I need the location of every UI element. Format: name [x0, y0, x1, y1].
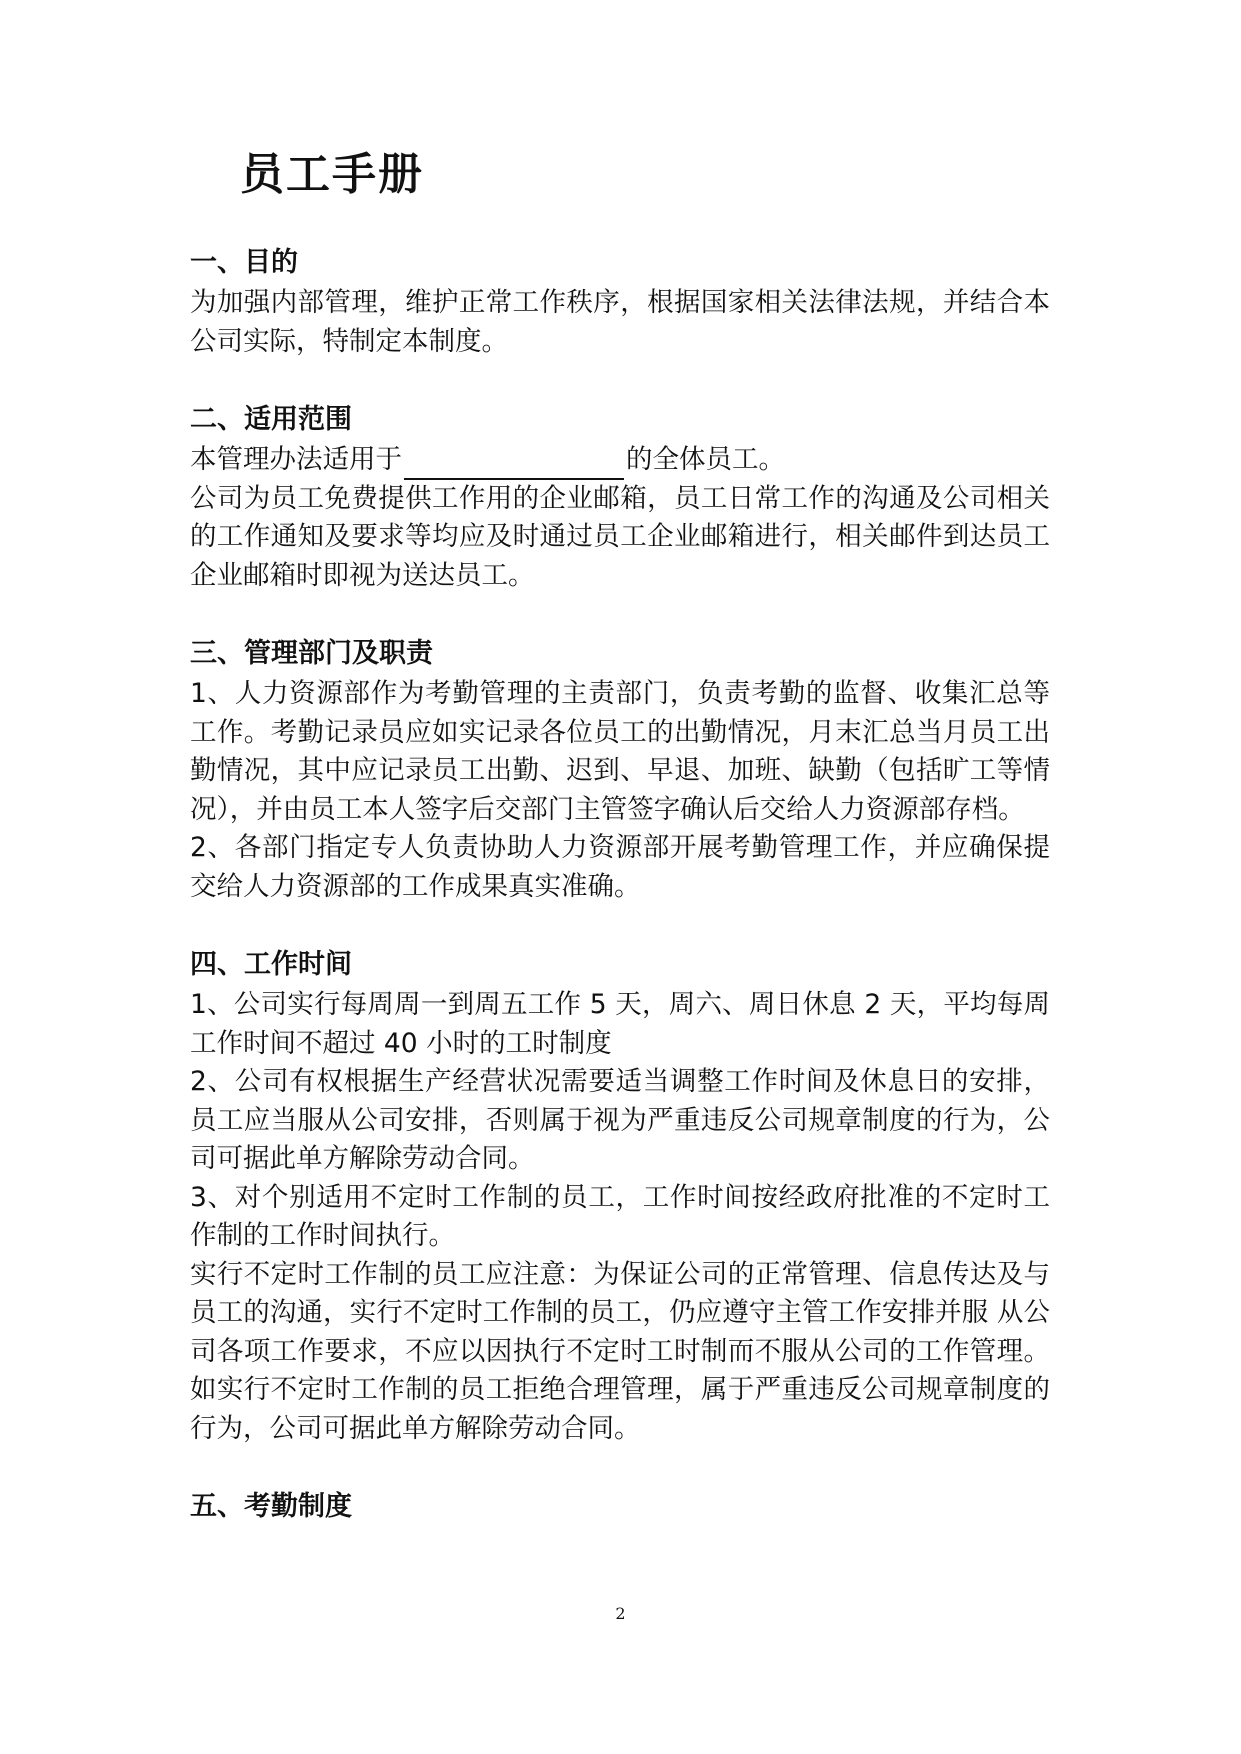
- section-working-hours: [190, 946, 1050, 1448]
- scope-sentence: [190, 441, 1050, 480]
- paragraph: 实行不定时工作制的员工应注意：为保证公司的正常管理、信息传达及与员工的沟通，实行不定时工作制的员工，仍应遵守主管工作安排并服 从公司各项工作要求，不应以因执行不定时工时制而不服从公司的工作管理。如实行不定时工作制的员工拒绝合理管理，属于严重违反公司规章制度的行为，公司可据此单方解除劳动合同。: [190, 1258, 1050, 1444]
- section-heading: 四、工作时间: [190, 949, 352, 980]
- section-scope: [190, 401, 1050, 595]
- paragraph: 2、各部门指定专人负责协助人力资源部开展考勤管理工作，并应确保提交给人力资源部的工作成果真实准确。: [190, 832, 1050, 902]
- section-departments: [190, 635, 1050, 906]
- paragraph: 1、人力资源部作为考勤管理的主责部门，负责考勤的监督、收集汇总等工作。考勤记录员应如实记录各位员工的出勤情况，月末汇总当月员工出勤情况，其中应记录员工出勤、迟到、早退、加班、缺勤（包括旷工等情况），并由员工本人签字后交部门主管签字确认后交给人力资源部存档。: [190, 678, 1050, 825]
- section-heading: 五、考勤制度: [190, 1491, 352, 1522]
- section-heading: 二、适用范围: [190, 404, 352, 435]
- section-heading: 三、管理部门及职责: [190, 638, 433, 669]
- section-attendance: [190, 1488, 1050, 1526]
- paragraph: 3、对个别适用不定时工作制的员工，工作时间按经政府批准的不定时工作制的工作时间执行。: [190, 1181, 1050, 1251]
- section-purpose: [190, 244, 1050, 361]
- document-body: [190, 244, 1050, 1566]
- fill-in-blank: [404, 448, 624, 480]
- scope-text-before: 本管理办法适用于: [190, 444, 402, 475]
- page-number: 2: [615, 1604, 626, 1623]
- paragraph: 1、公司实行每周周一到周五工作 5 天，周六、周日休息 2 天，平均每周工作时间不超过 40 小时的工时制度: [190, 989, 1050, 1059]
- paragraph: 公司为员工免费提供工作用的企业邮箱，员工日常工作的沟通及公司相关的工作通知及要求等均应及时通过员工企业邮箱进行，相关邮件到达员工企业邮箱时即视为送达员工。: [190, 482, 1050, 591]
- paragraph: 为加强内部管理，维护正常工作秩序，根据国家相关法律法规，并结合本公司实际，特制定本制度。: [190, 287, 1050, 357]
- scope-text-after: 的全体员工。: [626, 444, 785, 475]
- paragraph: 2、公司有权根据生产经营状况需要适当调整工作时间及休息日的安排，员工应当服从公司安排，否则属于视为严重违反公司规章制度的行为，公司可据此单方解除劳动合同。: [190, 1066, 1050, 1174]
- document-title: 员工手册: [240, 149, 424, 200]
- section-heading: 一、目的: [190, 247, 298, 278]
